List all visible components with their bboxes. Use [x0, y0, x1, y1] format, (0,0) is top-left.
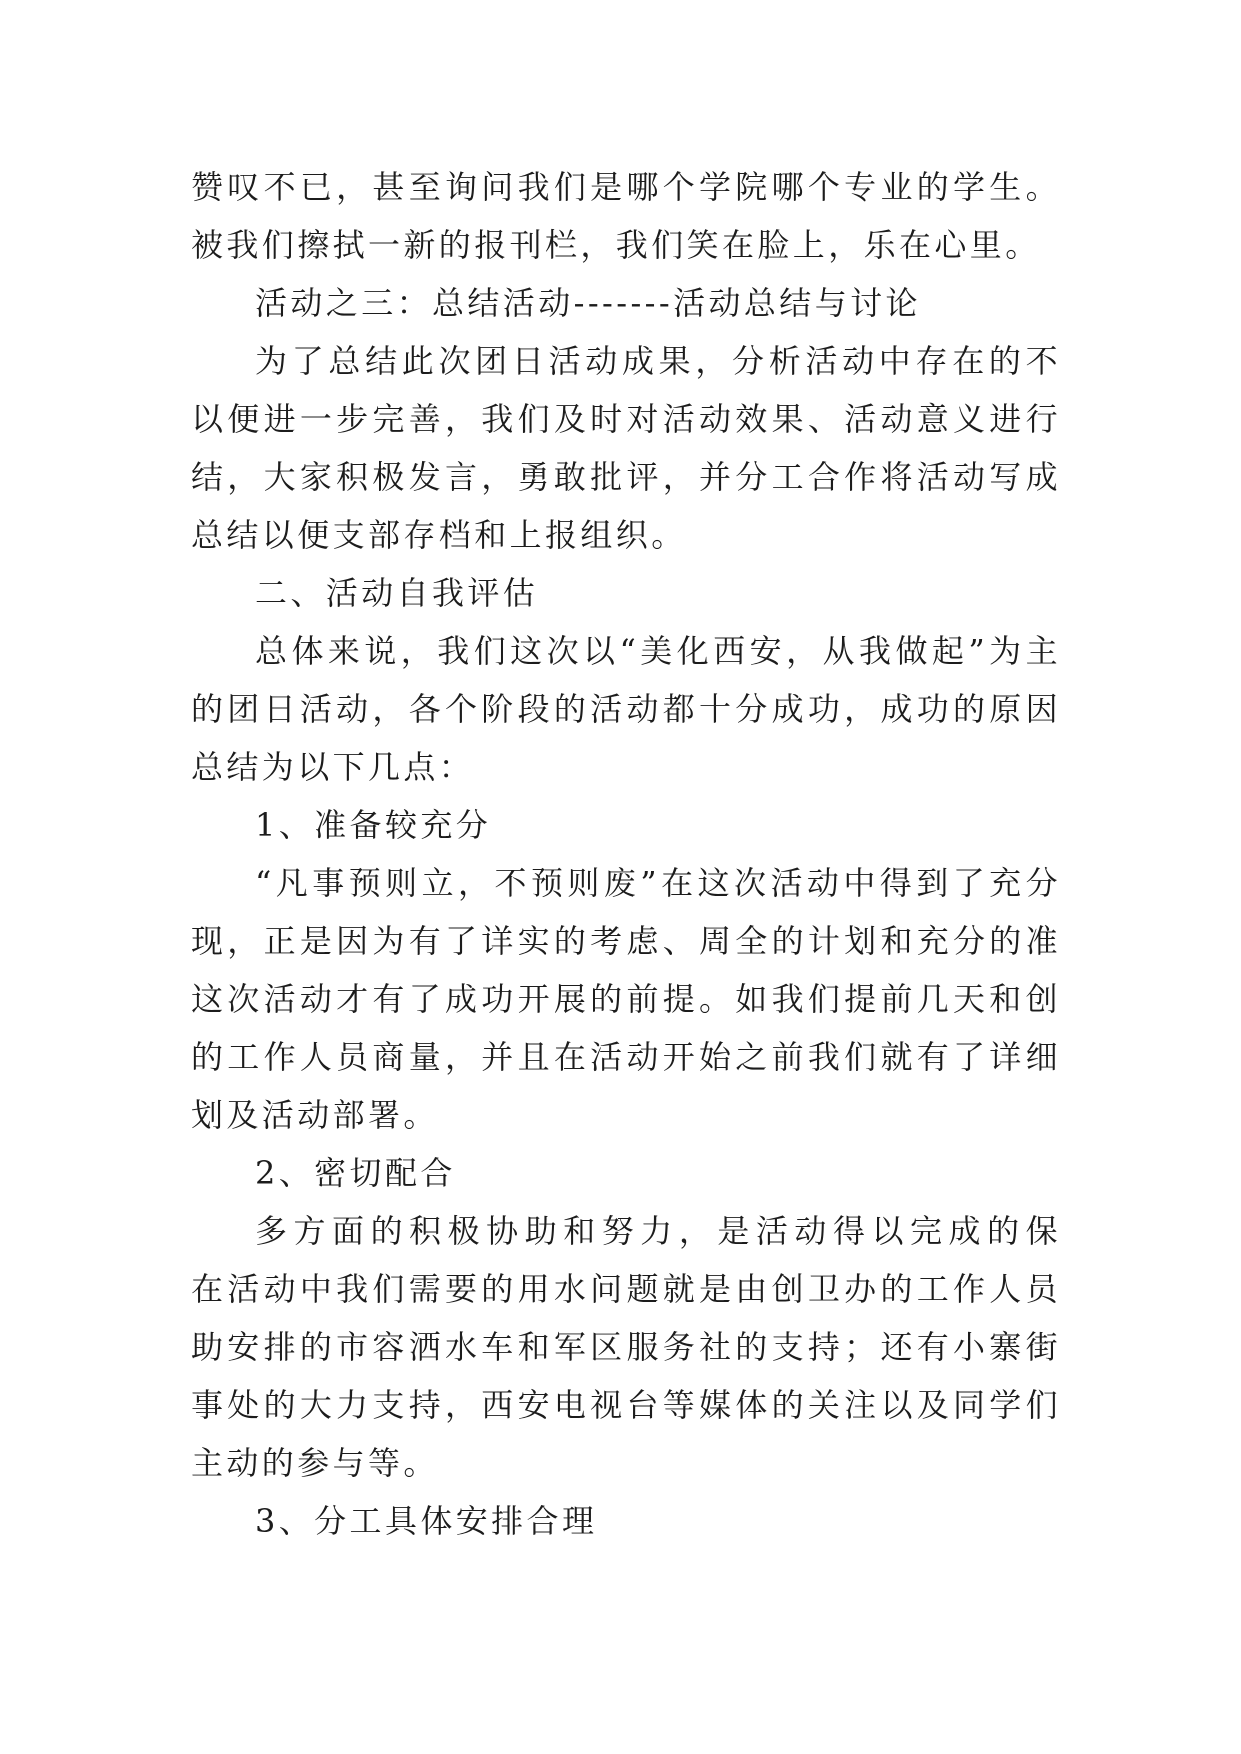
text-line: 二、活动自我评估 — [255, 574, 539, 612]
text-line: 主动的参与等。 — [191, 1444, 439, 1482]
document-body — [191, 158, 1061, 1550]
text-line: 为了总结此次团日活动成果，分析活动中存在的不 — [255, 342, 1061, 380]
text-line: 多方面的积极协助和努力，是活动得以完成的保 — [255, 1212, 1061, 1250]
text-line: 事处的大力支持，西安电视台等媒体的关注以及同学们 — [191, 1386, 1061, 1424]
text-line: 赞叹不已，甚至询问我们是哪个学院哪个专业的学生。 — [191, 168, 1061, 206]
text-line: 结，大家积极发言，勇敢批评，并分工合作将活动写成 — [191, 458, 1061, 496]
text-line: “凡事预则立，不预则废”在这次活动中得到了充分 — [255, 864, 1061, 902]
text-line: 被我们擦拭一新的报刊栏，我们笑在脸上，乐在心里。 — [191, 226, 1041, 264]
text-line: 总结以便支部存档和上报组织。 — [191, 516, 687, 554]
text-line: 划及活动部署。 — [191, 1096, 439, 1134]
text-line: 3、分工具体安排合理 — [255, 1502, 598, 1540]
text-line: 的工作人员商量，并且在活动开始之前我们就有了详细 — [191, 1038, 1061, 1076]
text-line: 以便进一步完善，我们及时对活动效果、活动意义进行 — [191, 400, 1061, 438]
text-line: 总体来说，我们这次以“美化西安，从我做起”为主 — [255, 632, 1061, 670]
text-line: 在活动中我们需要的用水问题就是由创卫办的工作人员 — [191, 1270, 1061, 1308]
text-line: 总结为以下几点： — [191, 748, 475, 786]
text-line: 的团日活动，各个阶段的活动都十分成功，成功的原因 — [191, 690, 1061, 728]
text-line: 1、准备较充分 — [255, 806, 492, 844]
text-line: 现，正是因为有了详实的考虑、周全的计划和充分的准 — [191, 922, 1061, 960]
text-line: 2、密切配合 — [255, 1154, 456, 1192]
text-line: 这次活动才有了成功开展的前提。如我们提前几天和创 — [191, 980, 1061, 1018]
text-line: 助安排的市容洒水车和军区服务社的支持；还有小寨街 — [191, 1328, 1061, 1366]
text-line: 活动之三：总结活动-------活动总结与讨论 — [255, 284, 921, 322]
